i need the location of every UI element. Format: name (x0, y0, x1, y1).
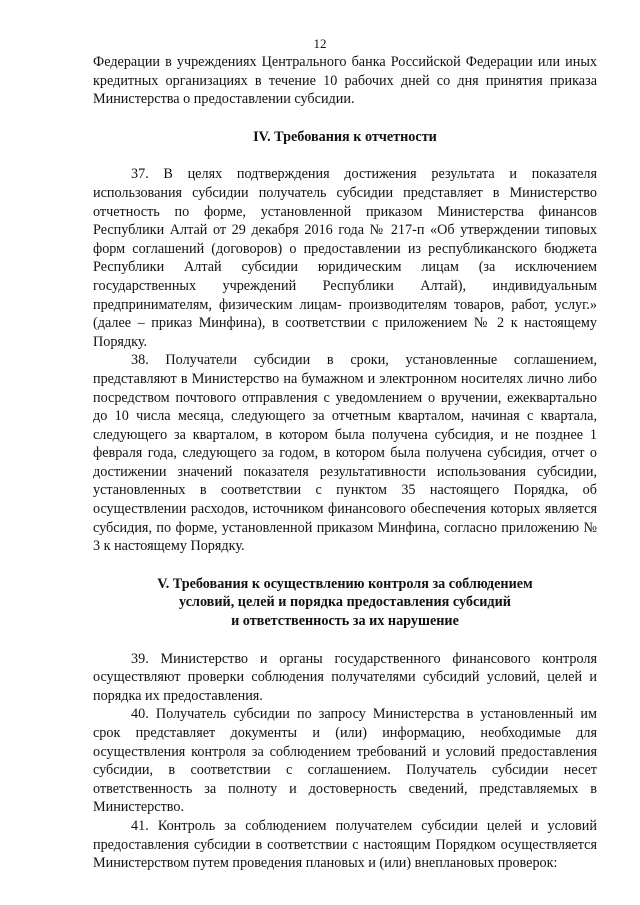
section-spacer (93, 556, 597, 575)
paragraph: 39. Министерство и органы государственного финансового контроля осуществляют проверки соблюдения получателями субсидий условий, целей и порядка их предоставления. (93, 650, 597, 704)
paragraph: 40. Получатель субсидии по запросу Министерства в установленный им срок представляет документы и (или) информацию, необходимые для осуществления контроля за соблюдением требований и условий предоставления субсидии, в соответствии с соглашением. Получатель субсидии несет ответственность за полноту и достоверность сведений, представляемых в Министерство. (93, 706, 597, 816)
paragraph: Федерации в учреждениях Центрального банка Российской Федерации или иных кредитных организациях в течение 10 рабочих дней со дня принятия приказа Министерства о предоставлении субсидии. (93, 54, 597, 108)
section-heading (93, 128, 597, 147)
section-heading (93, 575, 597, 631)
paragraph: 41. Контроль за соблюдением получателем субсидии целей и условий предоставления субсидии в соответствии с настоящим Порядком осуществляется Министерством путем проведения плановых и (или) внеплановых проверок: (93, 817, 597, 872)
page-number: 12 (313, 36, 327, 51)
section-heading-line: V. Требования к осуществлению контроля за соблюдением (157, 575, 533, 592)
section-heading-line: и ответственность за их нарушение (231, 613, 459, 630)
section-heading-line: IV. Требования к отчетности (253, 128, 437, 145)
document-body (93, 53, 597, 873)
section-heading-line: условий, целей и порядка предоставления субсидий (179, 594, 511, 611)
paragraph: 38. Получатели субсидии в сроки, установленные соглашением, представляют в Министерство на бумажном и электронном носителях лично либо посредством почтового отправления с уведомлением о вручении, ежеквартально до 10 числа месяца, следующего за отчетным кварталом, начиная с квартала, следующего за кварталом, в котором была получена субсидия, и не позднее 1 февраля года, следующего за годом, в котором была получена субсидия, отчет о достижении значений показателя результативности использования субсидии, установленных в соответствии с пунктом 35 настоящего Порядка, об осуществлении расходов, источником финансового обеспечения которых является субсидия, по форме, установленной приказом Минфина, согласно приложению № 3 к настоящему Порядку. (93, 352, 597, 555)
section-spacer (93, 109, 597, 128)
paragraph: 37. В целях подтверждения достижения результата и показателя использования субсидии получатель субсидии представляет в Министерство отчетность по форме, установленной приказом Министерства финансов Республики Алтай от 29 декабря 2016 года № 217-п «Об утверждении типовых форм соглашений (договоров) о предоставлении из республиканского бюджета Республики Алтай субсидии юридическим лицам (за исключением государственных учреждений Республики Алтай), индивидуальным предпринимателям, физическим лицам- производителям товаров, работ, услуг.» (далее – приказ Минфина), в соответствии с приложением № 2 к настоящему Порядку. (93, 166, 597, 350)
section-spacer (93, 146, 597, 165)
section-spacer (93, 631, 597, 650)
